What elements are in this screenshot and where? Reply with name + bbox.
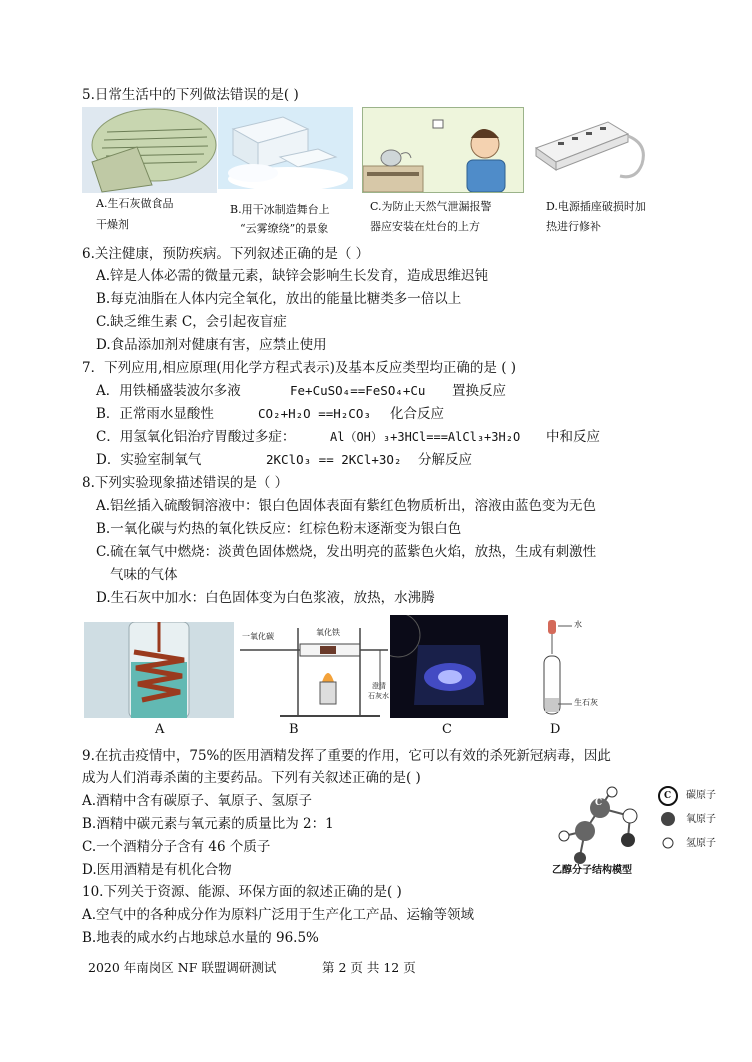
q7-option-a-equation: Fe+CuSO₄==FeSO₄+Cu xyxy=(290,383,426,398)
q9-option-b: B.酒精中碳元素与氧元素的质量比为 2：1 xyxy=(82,816,334,832)
q8-option-d: D.生石灰中加水：白色固体变为白色浆液，放热，水沸腾 xyxy=(96,590,435,606)
q6-option-d: D.食品添加剂对健康有害，应禁止使用 xyxy=(96,337,327,353)
legend-hydrogen-label: 氢原子 xyxy=(686,838,716,849)
sulfur-flame-illustration xyxy=(390,615,508,718)
q8-b-label-limewater-1: 澄清 xyxy=(372,682,386,690)
q10-option-a: A.空气中的各种成分作为原料广泛用于生产化工产品、运输等领域 xyxy=(82,907,475,923)
q7-option-d-equation: 2KClO₃ == 2KCl+3O₂ xyxy=(266,452,402,467)
q5-option-c-line2: 器应安装在灶台的上方 xyxy=(370,220,480,233)
q5-option-b-line1: B.用干冰制造舞台上 xyxy=(230,203,330,216)
ethanol-model-figure xyxy=(550,786,725,881)
q8-image-d-label: D xyxy=(550,722,561,737)
q8-d-label-water: 水 xyxy=(574,620,582,629)
q9-option-d: D.医用酒精是有机化合物 xyxy=(82,862,232,878)
legend-carbon-symbol: C xyxy=(664,791,672,801)
q9-option-a: A.酒精中含有碳原子、氧原子、氢原子 xyxy=(82,793,313,809)
q8-option-c-line1: C.硫在氧气中燃烧：淡黄色固体燃烧，发出明亮的蓝紫色火焰，放热，生成有刺激性 xyxy=(96,544,597,560)
q10-stem: 10.下列关于资源、能源、环保方面的叙述正确的是( ) xyxy=(82,884,402,900)
q7-option-d-type: 分解反应 xyxy=(418,452,472,468)
q8-b-label-co: 一氧化碳 xyxy=(242,632,274,641)
q7-option-c-equation: Al（OH）₃+3HCl===AlCl₃+3H₂O xyxy=(330,430,521,444)
ethanol-atom-c-label: C xyxy=(595,798,603,808)
power-strip-illustration xyxy=(528,110,658,188)
q6-option-c: C.缺乏维生素 C，会引起夜盲症 xyxy=(96,314,287,330)
q7-option-b-text: B．正常雨水显酸性 xyxy=(96,406,214,422)
q8-image-d-quicklime xyxy=(528,620,608,718)
q9-option-c: C.一个酒精分子含有 46 个质子 xyxy=(82,839,271,855)
q7-stem: 7．下列应用,相应原理(用化学方程式表示)及基本反应类型均正确的是 ( ) xyxy=(82,360,517,376)
q6-stem: 6.关注健康，预防疾病。下列叙述正确的是（ ） xyxy=(82,246,370,262)
q8-image-a-test-tube xyxy=(84,622,234,718)
q6-option-a: A.锌是人体必需的微量元素，缺锌会影响生长发育，造成思维迟钝 xyxy=(96,268,489,284)
q6-option-b: B.每克油脂在人体内完全氧化，放出的能量比糖类多一倍以上 xyxy=(96,291,462,307)
q5-image-dry-ice xyxy=(218,107,353,189)
footer-page-number: 第 2 页 共 12 页 xyxy=(322,960,416,975)
q8-image-c-sulfur-burning xyxy=(390,615,508,718)
q8-option-b: B.一氧化碳与灼热的氧化铁反应：红棕色粉末逐渐变为银白色 xyxy=(96,521,462,537)
q8-option-c-line2: 气味的气体 xyxy=(110,567,178,583)
q5-option-a-line1: A.生石灰做食品 xyxy=(96,197,174,210)
q8-image-b-apparatus xyxy=(240,620,388,718)
q7-option-d-text: D．实验室制氧气 xyxy=(96,452,202,468)
desiccant-illustration xyxy=(82,107,217,193)
q5-image-desiccant xyxy=(82,107,217,193)
legend-carbon-label: 碳原子 xyxy=(686,790,716,801)
q7-option-b-equation: CO₂+H₂O ==H₂CO₃ xyxy=(258,406,371,421)
q5-stem: 5.日常生活中的下列做法错误的是( ) xyxy=(82,87,299,103)
q5-option-d-line1: D.电源插座破损时加 xyxy=(546,200,646,213)
q5-option-a-line2: 干燥剂 xyxy=(96,218,129,231)
q5-option-b-line2: “云雾缭绕”的景象 xyxy=(240,222,329,235)
q7-option-b-type: 化合反应 xyxy=(390,406,444,422)
q5-image-gas-alarm xyxy=(362,107,524,193)
dry-ice-illustration xyxy=(218,107,353,189)
legend-oxygen-label: 氧原子 xyxy=(686,814,716,825)
q10-option-b: B.地表的咸水约占地球总水量的 96.5% xyxy=(82,930,319,946)
q5-option-d-line2: 热进行修补 xyxy=(546,220,601,233)
q8-b-label-fe2o3: 氧化铁 xyxy=(316,628,340,637)
q7-option-a-type: 置换反应 xyxy=(452,383,506,399)
q8-image-b-label: B xyxy=(289,722,299,737)
q8-option-a: A.铝丝插入硫酸铜溶液中：银白色固体表面有紫红色物质析出，溶液由蓝色变为无色 xyxy=(96,498,597,514)
q8-stem: 8.下列实验现象描述错误的是（ ） xyxy=(82,475,289,491)
ethanol-model-caption: 乙醇分子结构模型 xyxy=(552,865,632,876)
q5-option-c-line1: C.为防止天然气泄漏报警 xyxy=(370,200,492,213)
q8-d-label-quicklime: 生石灰 xyxy=(574,698,598,707)
test-tube-copper-illustration xyxy=(84,622,234,718)
q8-b-label-limewater-2: 石灰水 xyxy=(368,692,389,700)
q9-stem-line2: 成为人们消毒杀菌的主要药品。下列有关叙述正确的是( ) xyxy=(82,770,421,786)
footer-exam-title: 2020 年南岗区 NF 联盟调研测试 xyxy=(88,960,277,975)
q5-image-power-strip xyxy=(528,110,658,188)
q7-option-c-type: 中和反应 xyxy=(546,429,600,445)
q8-image-a-label: A xyxy=(155,722,165,737)
q7-option-a-text: A．用铁桶盛装波尔多液 xyxy=(96,383,241,399)
q9-stem-line1: 9.在抗击疫情中，75%的医用酒精发挥了重要的作用，它可以有效的杀死新冠病毒，因此 xyxy=(82,748,611,764)
q7-option-c-text: C．用氢氧化铝治疗胃酸过多症： xyxy=(96,429,296,445)
gas-alarm-illustration xyxy=(363,108,523,192)
q8-image-c-label: C xyxy=(442,722,452,737)
